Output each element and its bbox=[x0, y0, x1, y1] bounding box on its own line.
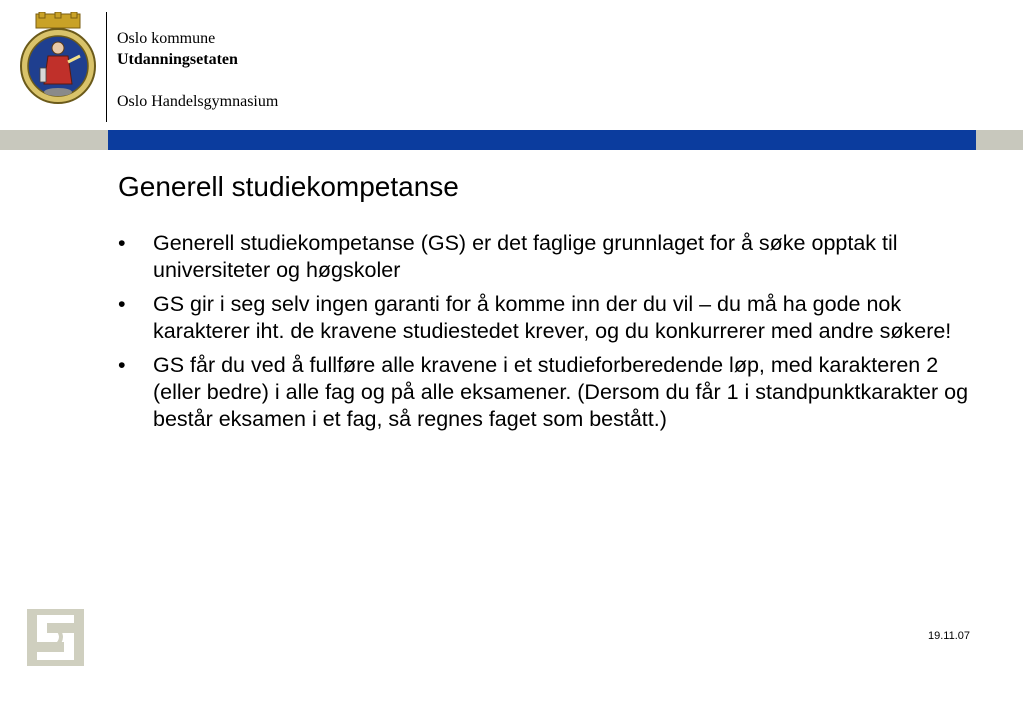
oslo-coat-of-arms-icon bbox=[18, 12, 98, 104]
bullet-item: • Generell studiekompetanse (GS) er det faglige grunnlaget for å søke opptak til universiteter og høgskoler bbox=[118, 230, 978, 284]
header-band-right bbox=[976, 130, 1023, 150]
school-name: Oslo Handelsgymnasium bbox=[117, 93, 279, 110]
slide-title: Generell studiekompetanse bbox=[118, 171, 459, 202]
header-divider bbox=[106, 12, 107, 122]
bullet-list bbox=[118, 230, 978, 440]
bullet-item: • GS får du ved å fullføre alle kravene i et studieforberedende løp, med karakteren 2 (eller bedre) i alle fag og på alle eksamener. (Dersom du får 1 i standpunktkarakter og består eksamen i et fag, så regnes faget som bestått.) bbox=[118, 352, 978, 433]
slide-date: 19.11.07 bbox=[928, 630, 971, 642]
bullet-item: • GS gir i seg selv ingen garanti for å komme inn der du vil – du må ha gode nok karakterer iht. de kravene studiestedet krever, og du konkurrerer med andre søkere! bbox=[118, 291, 978, 345]
org-line-2: Utdanningsetaten bbox=[117, 51, 238, 68]
header-band-left bbox=[0, 130, 108, 150]
org-line-1: Oslo kommune bbox=[117, 30, 216, 47]
header-band-blue bbox=[108, 130, 976, 150]
organization-name bbox=[117, 28, 238, 70]
oslo-kommune-s-logo-icon bbox=[27, 609, 84, 666]
